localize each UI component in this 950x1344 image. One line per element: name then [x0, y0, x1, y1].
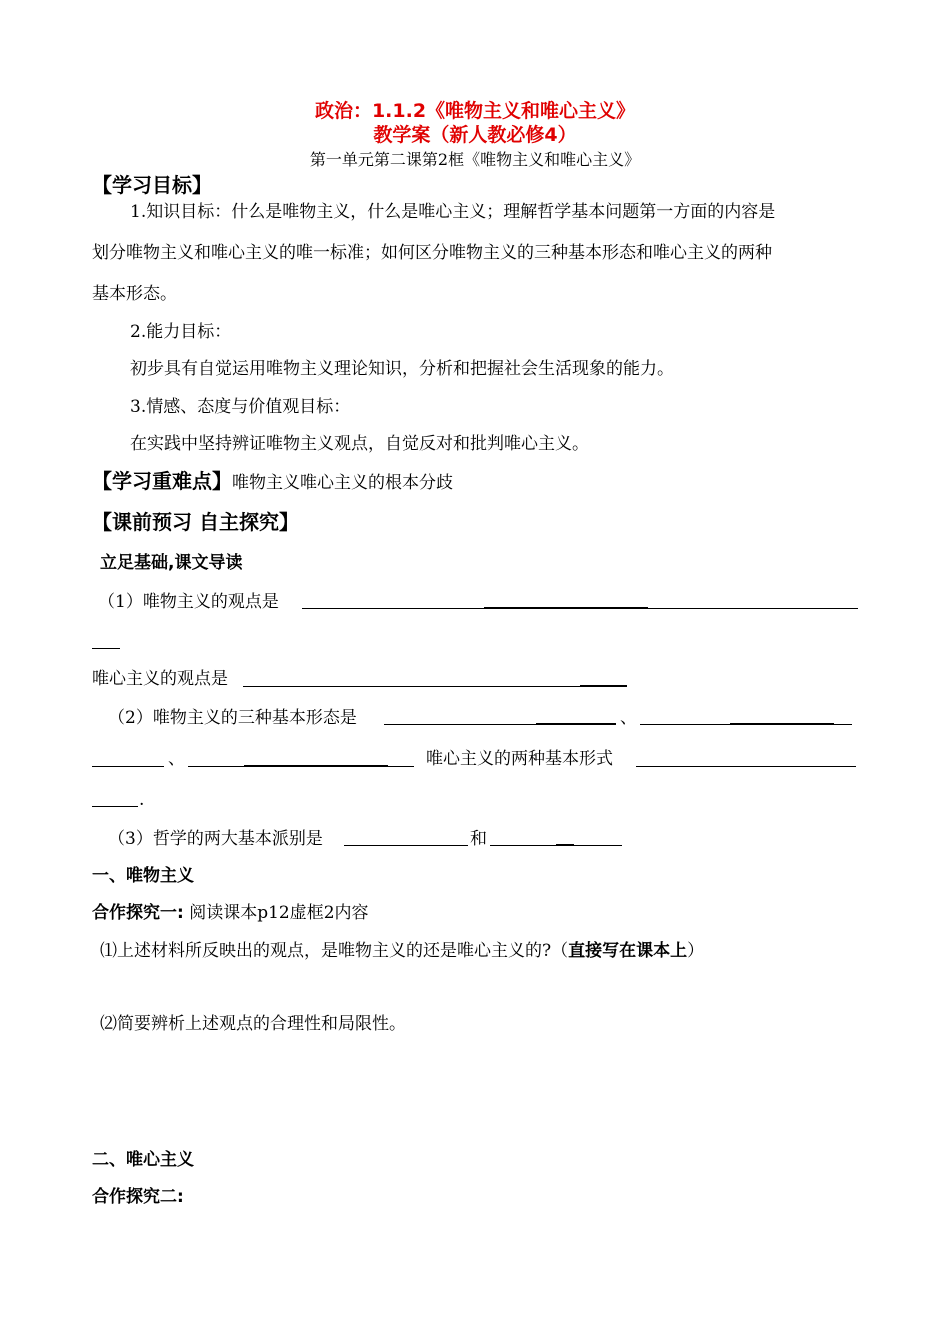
knowledge-goal-line3: 基本形态。 [92, 284, 177, 304]
answer-blank-2d-accent [244, 765, 388, 766]
activity-1-item-2: ⑵简要辨析上述观点的合理性和局限性。 [100, 1014, 406, 1034]
question-2-mid: 唯心主义的两种基本形式 [426, 749, 613, 769]
activity-1-item-1-text: ⑴上述材料所反映出的观点，是唯物主义的还是唯心主义的?（ [100, 941, 569, 961]
answer-blank-2f[interactable] [92, 806, 138, 807]
question-1b: 唯心主义的观点是 [92, 669, 228, 689]
preview-heading: 【课前预习 自主探究】 [92, 510, 299, 534]
ability-goal-text: 初步具有自觉运用唯物主义理论知识，分析和把握社会生活现象的能力。 [130, 359, 674, 379]
activity-1-label: 合作探究一: [92, 903, 184, 923]
page-title: 政治：1.1.2《唯物主义和唯心主义》 [314, 100, 636, 122]
question-2-sep1: 、 [620, 708, 637, 728]
attitude-goal-label: 3.情感、态度与价值观目标： [130, 397, 351, 417]
answer-blank-2a-accent [536, 723, 616, 724]
goals-heading: 【学习目标】 [92, 173, 212, 197]
activity-1-text: 阅读课本p12虚框2内容 [189, 903, 369, 923]
answer-blank-2c[interactable] [92, 766, 164, 767]
activity-1 [92, 902, 369, 924]
answer-blank-2a[interactable] [384, 724, 616, 725]
part2-heading: 二、唯心主义 [92, 1150, 194, 1170]
answer-blank-2b[interactable] [640, 724, 852, 725]
answer-blank-2b-accent [730, 723, 834, 724]
answer-blank-3a[interactable] [344, 845, 468, 846]
answer-blank-3b-accent [556, 844, 574, 845]
question-2-end: . [139, 790, 145, 810]
question-3-and: 和 [470, 829, 487, 849]
question-2: （2）唯物主义的三种基本形态是 [108, 708, 357, 728]
answer-blank-1a[interactable] [302, 608, 858, 609]
question-2-sep2: 、 [168, 749, 185, 769]
answer-blank-2d[interactable] [188, 766, 414, 767]
knowledge-goal-line1: 1.知识目标：什么是唯物主义，什么是唯心主义；理解哲学基本问题第一方面的内容是 [130, 202, 776, 222]
question-1: （1）唯物主义的观点是 [98, 592, 279, 612]
answer-blank-1b[interactable] [92, 648, 120, 649]
lesson-line: 第一单元第二课第2框《唯物主义和唯心主义》 [309, 150, 641, 169]
answer-blank-1c-accent [580, 685, 627, 686]
activity-1-item-1 [100, 940, 704, 962]
attitude-goal-text: 在实践中坚持辨证唯物主义观点，自觉反对和批判唯心主义。 [130, 434, 589, 454]
knowledge-goal-line2: 划分唯物主义和唯心主义的唯一标准；如何区分唯物主义的三种基本形态和唯心主义的两种 [92, 243, 772, 263]
difficulty-text: 唯物主义唯心主义的根本分歧 [232, 473, 453, 493]
answer-blank-1c[interactable] [243, 686, 627, 687]
answer-blank-3b[interactable] [490, 845, 622, 846]
activity-1-item-1-note: 直接写在课本上 [568, 941, 688, 961]
difficulty-heading: 【学习重难点】 [92, 469, 232, 493]
answer-blank-1a-accent [484, 607, 648, 608]
activity-2-label: 合作探究二: [92, 1187, 184, 1207]
preview-subheading: 立足基础,课文导读 [100, 553, 243, 573]
activity-1-item-1-end: ） [687, 941, 705, 961]
difficulty-line [92, 470, 453, 494]
part1-heading: 一、唯物主义 [92, 866, 194, 886]
question-3: （3）哲学的两大基本派别是 [108, 829, 323, 849]
ability-goal-label: 2.能力目标： [130, 322, 232, 342]
page-subtitle: 教学案（新人教必修4） [373, 124, 577, 146]
answer-blank-2e[interactable] [636, 766, 856, 767]
